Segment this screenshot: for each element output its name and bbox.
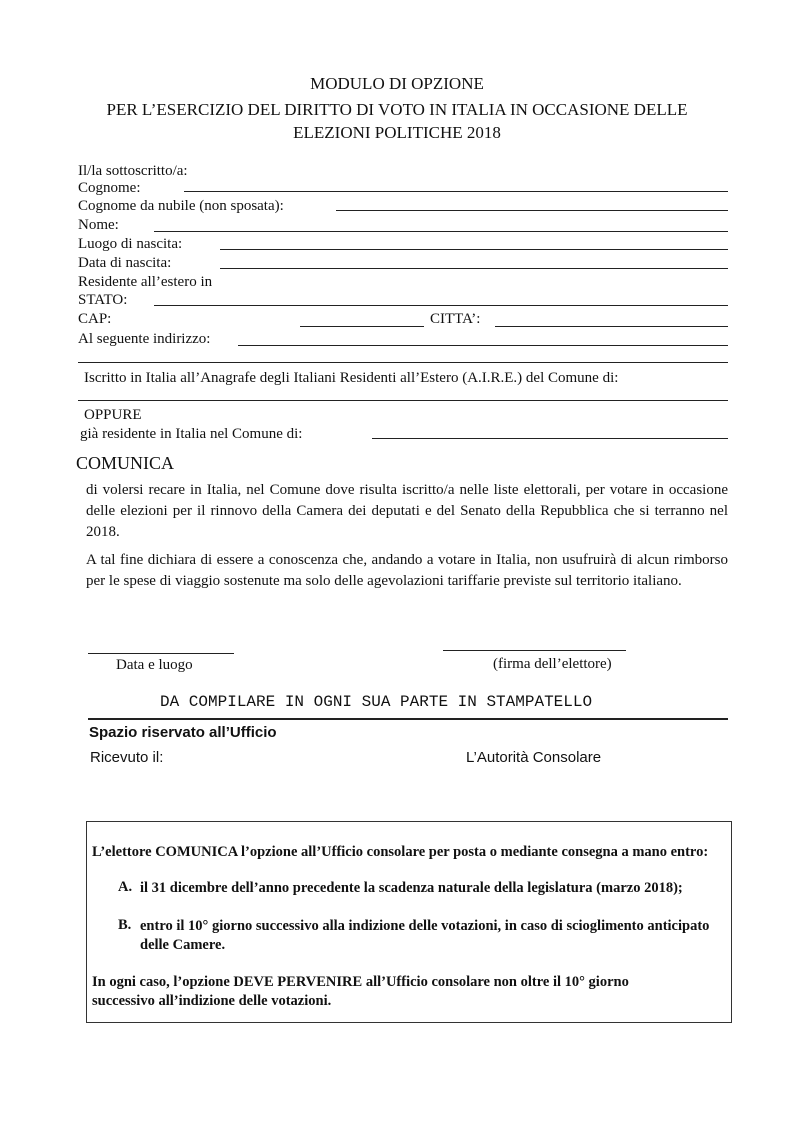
info-box-intro: L’elettore COMUNICA l’opzione all’Ufficio consolare per posta o mediante consegna a mano entro: <box>92 844 709 860</box>
signature-field[interactable] <box>443 650 626 651</box>
citta-field[interactable] <box>495 326 728 327</box>
cognome-label: Cognome: <box>78 180 141 196</box>
luogo-nascita-label: Luogo di nascita: <box>78 236 183 252</box>
comunica-paragraph-1: di volersi recare in Italia, nel Comune dove risulta iscritto/a nelle liste elettorali, per votare in occasione delle elezioni per il rinnovo della Camera dei deputati e del Senato della Repubblica che si terranno nel 2018. <box>86 482 728 540</box>
cognome-field[interactable] <box>184 191 728 192</box>
consular-authority-label: L’Autorità Consolare <box>466 749 602 766</box>
item-a-text: il 31 dicembre dell’anno precedente la scadenza naturale della legislatura (marzo 2018); <box>140 880 683 896</box>
info-box-closing: In ogni caso, l’opzione DEVE PERVENIRE all’Ufficio consolare non oltre il 10° giorno successivo all’indizione delle votazioni. <box>92 974 629 1009</box>
comune-residenza-field[interactable] <box>372 438 728 439</box>
item-b-text: entro il 10° giorno successivo alla indizione delle votazioni, in caso di scioglimento anticipato delle Camere. <box>140 918 710 953</box>
item-a-marker: A. <box>118 879 133 895</box>
item-b-marker: B. <box>118 917 132 933</box>
date-place-field[interactable] <box>88 653 234 654</box>
cap-label: CAP: <box>78 311 112 327</box>
stato-field[interactable] <box>154 305 728 306</box>
form-subtitle-line2: ELEZIONI POLITICHE 2018 <box>293 123 501 142</box>
cognome-nubile-label: Cognome da nubile (non sposata): <box>78 198 284 214</box>
office-heading: Spazio riservato all’Ufficio <box>89 724 277 741</box>
residente-label: Residente all’estero in <box>78 274 213 290</box>
nome-label: Nome: <box>78 217 119 233</box>
block-letters-notice: DA COMPILARE IN OGNI SUA PARTE IN STAMPATELLO <box>160 693 593 711</box>
date-place-label: Data e luogo <box>116 657 193 673</box>
section-divider <box>88 718 728 720</box>
form-title: MODULO DI OPZIONE <box>310 74 484 93</box>
received-label: Ricevuto il: <box>90 749 164 766</box>
comunica-heading: COMUNICA <box>76 453 175 473</box>
comune-residenza-label: già residente in Italia nel Comune di: <box>80 426 303 442</box>
data-nascita-field[interactable] <box>220 268 728 269</box>
indirizzo-field-line2[interactable] <box>78 362 728 363</box>
signature-label: (firma dell’elettore) <box>493 656 612 672</box>
cognome-nubile-field[interactable] <box>336 210 728 211</box>
comunica-paragraph-2: A tal fine dichiara di essere a conoscenza che, andando a votare in Italia, non usufruirà di alcun rimborso per le spese di viaggio sostenute ma solo delle agevolazioni tariffarie previste sul territorio italiano. <box>86 552 728 589</box>
indirizzo-label: Al seguente indirizzo: <box>78 331 211 347</box>
citta-label: CITTA’: <box>430 311 481 327</box>
cap-field[interactable] <box>300 326 424 327</box>
oppure-label: OPPURE <box>84 407 142 423</box>
intro-label: Il/la sottoscritto/a: <box>78 163 188 179</box>
indirizzo-field[interactable] <box>238 345 728 346</box>
aire-field[interactable] <box>78 400 728 401</box>
data-nascita-label: Data di nascita: <box>78 255 172 271</box>
luogo-nascita-field[interactable] <box>220 249 728 250</box>
stato-label: STATO: <box>78 292 128 308</box>
nome-field[interactable] <box>154 231 728 232</box>
form-subtitle-line1: PER L’ESERCIZIO DEL DIRITTO DI VOTO IN ITALIA IN OCCASIONE DELLE <box>106 100 688 119</box>
aire-label: Iscritto in Italia all’Anagrafe degli Italiani Residenti all’Estero (A.I.R.E.) del Comune di: <box>84 370 619 386</box>
